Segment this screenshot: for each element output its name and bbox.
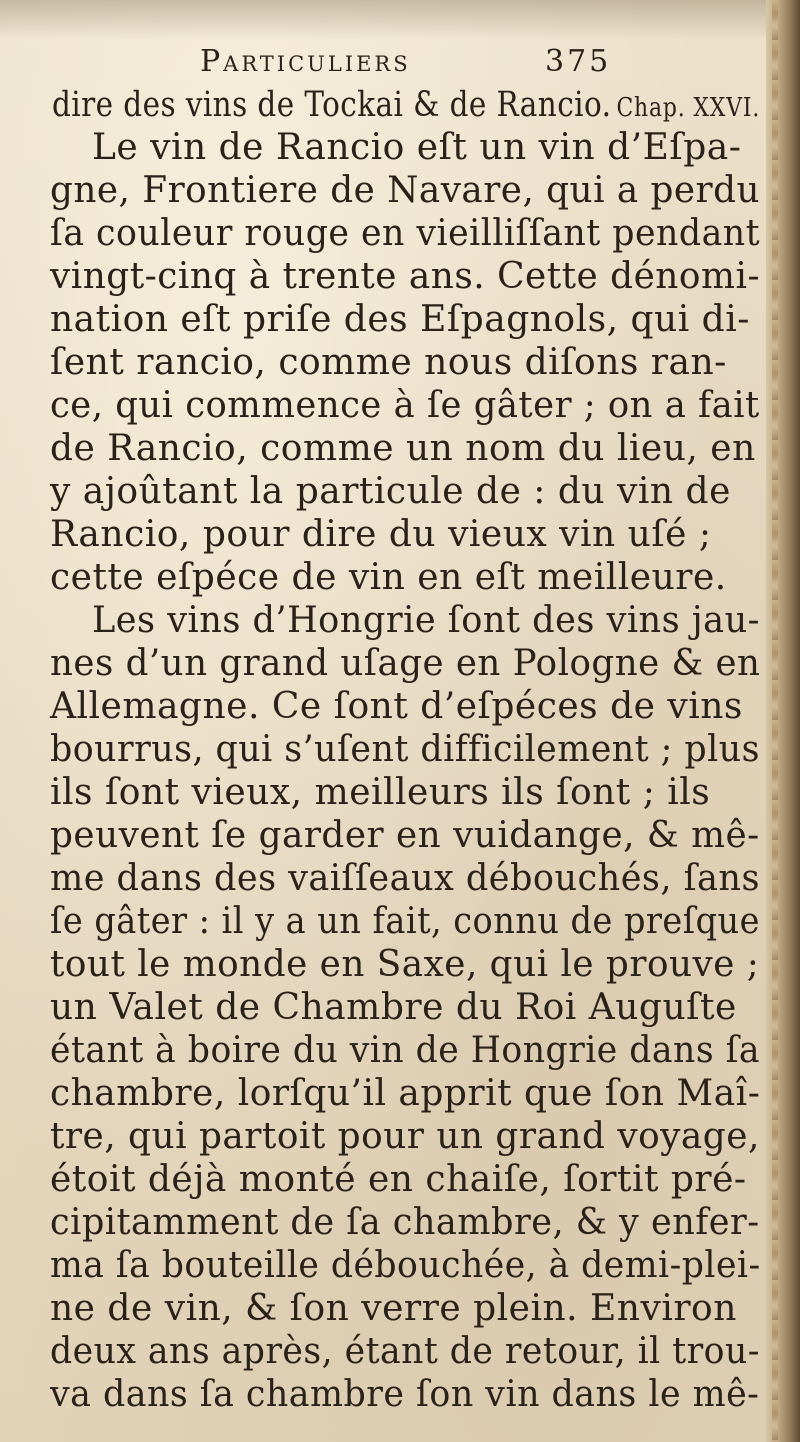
text-line: nation eſt priſe des Eſpagnols, qui di- <box>50 299 750 340</box>
text-line: nes d’un grand uſage en Pologne & en <box>50 643 761 684</box>
text-line <box>52 84 760 129</box>
text-line: étoit déjà monté en chaiſe, ſortit pré- <box>50 1159 747 1200</box>
line-text: dire des vins de Tockai & de Rancio. <box>52 85 612 125</box>
text-line: y ajoûtant la particule de : du vin de <box>50 471 731 512</box>
text-line: Allemagne. Ce ſont d’eſpéces de vins <box>50 686 743 727</box>
text-line: tout le monde en Saxe, qui le prouve ; <box>50 944 760 985</box>
text-line: ils ſont vieux, meilleurs ils ſont ; ils <box>50 772 711 813</box>
text-line: bourrus, qui s’uſent difficilement ; plus <box>50 729 760 770</box>
text-line: gne, Frontiere de Navare, qui a perdu <box>50 170 761 211</box>
text-line: ſe gâter : il y a un fait, connu de preſque <box>50 901 760 942</box>
text-line: un Valet de Chambre du Roi Auguſte <box>50 987 737 1028</box>
text-line: ne de vin, & ſon verre plein. Environ <box>50 1288 737 1329</box>
chapter-margin-note: Chap. XXVI. <box>616 93 761 123</box>
text-line: deux ans après, étant de retour, il trou- <box>50 1331 760 1372</box>
running-head-title: Particuliers <box>200 44 411 79</box>
text-line: Le vin de Rancio eſt un vin d’Eſpa- <box>92 127 742 168</box>
text-line: peuvent ſe garder en vuidange, & mê- <box>50 815 760 856</box>
text-line: vingt-cinq à trente ans. Cette dénomi- <box>50 256 761 297</box>
text-line: chambre, lorſqu’il apprit que ſon Maî- <box>50 1073 761 1114</box>
text-line: va dans ſa chambre ſon vin dans le mê- <box>50 1374 760 1415</box>
text-line: de Rancio, comme un nom du lieu, en <box>50 428 756 469</box>
text-line: ſent rancio, comme nous diſons ran- <box>50 342 727 383</box>
text-line: me dans des vaiſſeaux débouchés, ſans <box>50 858 760 899</box>
text-line: ma ſa bouteille débouchée, à demi-plei- <box>50 1245 761 1286</box>
text-line: ſa couleur rouge en vieilliſſant pendant <box>50 213 761 254</box>
page-number: 375 <box>545 44 612 79</box>
text-line: tre, qui partoit pour un grand voyage, <box>50 1116 760 1157</box>
text-line: Rancio, pour dire du vieux vin uſé ; <box>50 514 712 555</box>
text-line: cipitamment de ſa chambre, & y enfer- <box>50 1202 760 1243</box>
text-line: étant à boire du vin de Hongrie dans ſa <box>50 1030 761 1071</box>
text-line: Les vins d’Hongrie ſont des vins jau- <box>92 600 761 641</box>
text-line: cette eſpéce de vin en eſt meilleure. <box>50 557 727 598</box>
text-line: ce, qui commence à ſe gâter ; on a fait <box>50 385 760 426</box>
